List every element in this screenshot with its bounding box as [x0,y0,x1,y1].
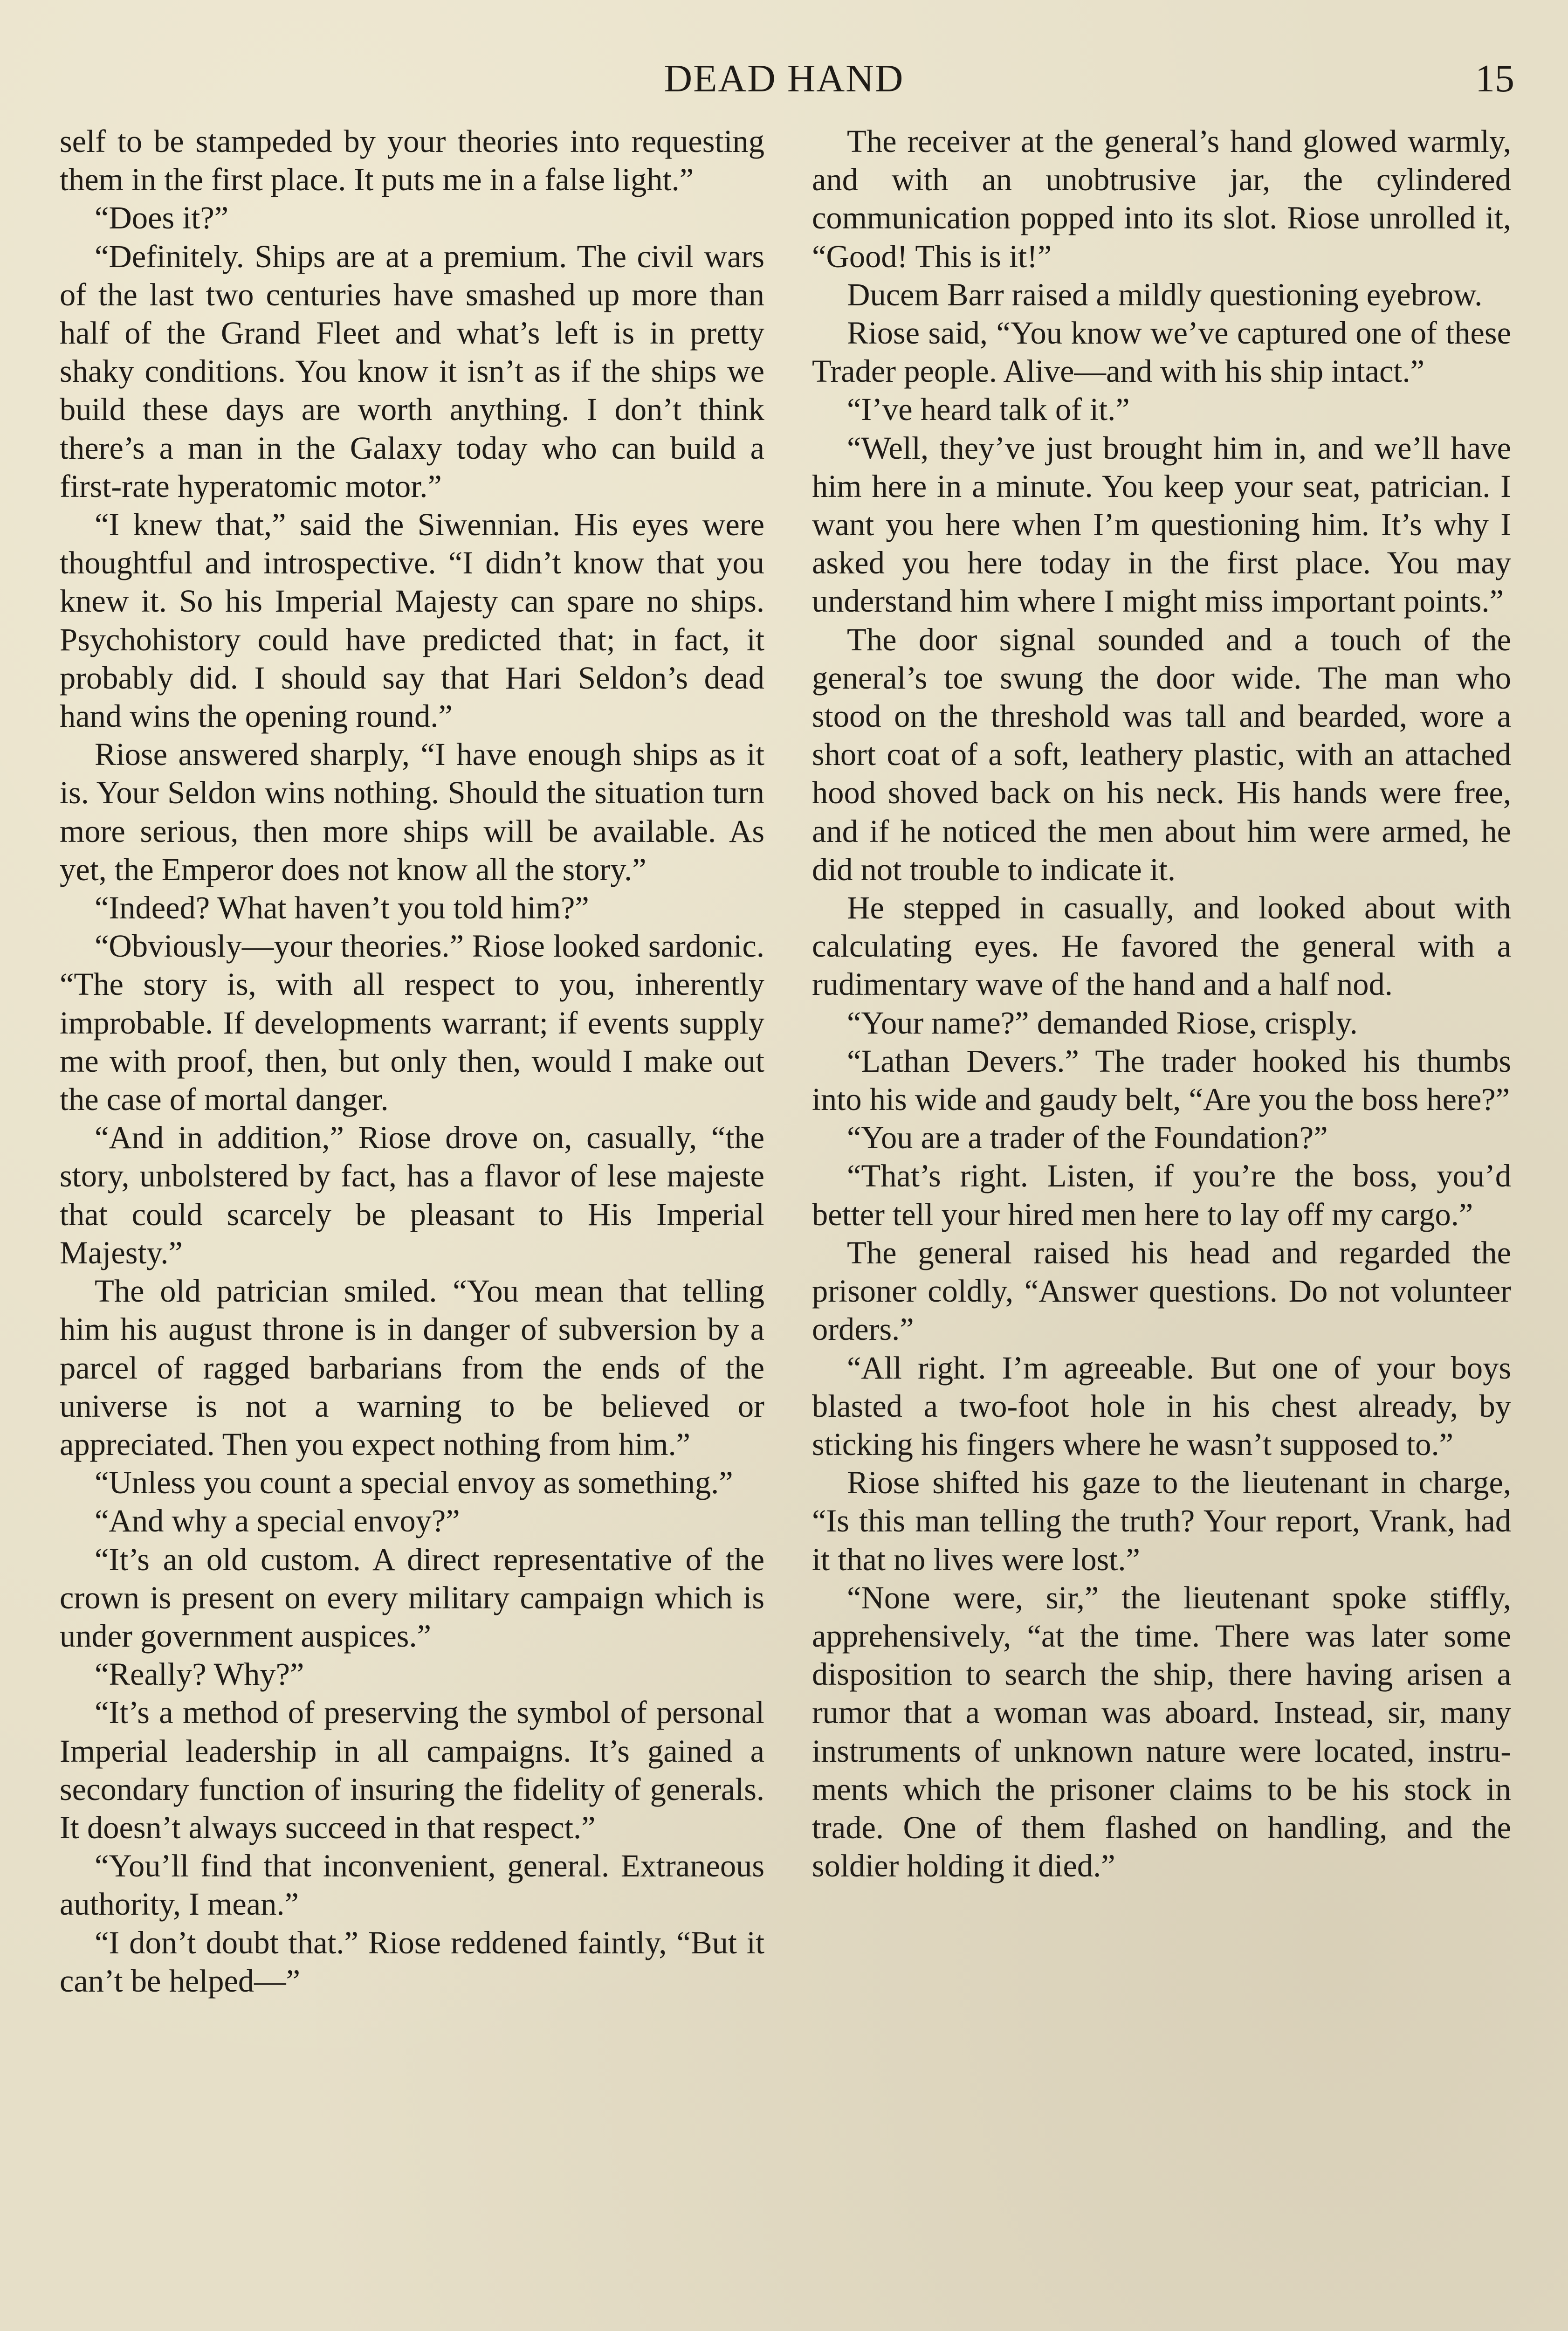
paragraph: “I knew that,” said the Siwennian. His eyes were thoughtful and introspective. “I didn’t know that you knew it. So his Imperial Majesty can spare no ships. Psychohistory could have predicted that; in fact, it probably did. I should say that Hari Seldon’s dead hand wins the opening round.” [60,507,764,734]
paragraph: He stepped in casually, and looked about with calculating eyes. He favored the general with a rudimentary wave of the hand and a half nod. [812,890,1511,1002]
paragraph: “You’ll find that inconvenient, general. Extraneous authority, I mean.” [60,1848,764,1922]
paragraph: “I don’t doubt that.” Riose reddened faintly, “But it can’t be helped—” [60,1924,764,1999]
paragraph: The old patrician smiled. “You mean that telling him his august throne is in danger of subversion by a parcel of ragged barbarians from the ends of the universe is not a warning to be believed or appreciated. Then you expect nothing from him.” [60,1273,764,1462]
paragraph: Ducem Barr raised a mildly questioning eyebrow. [847,276,1483,312]
paragraph: “Your name?” demanded Riose, crisply. [847,1005,1358,1041]
paragraph: Riose shifted his gaze to the lieutenant in charge, “Is this man telling the truth? Your report, Vrank, had it that no lives were lost.” [812,1465,1511,1577]
paragraph: “Lathan Devers.” The trader hooked his thumbs into his wide and gaudy belt, “Are you the boss here?” [812,1043,1511,1117]
paragraph: “And in addition,” Riose drove on, casually, “the story, unbolstered by fact, has a flavor of lese majeste that could scarcely be pleasant to His Imperial Majesty.” [60,1120,764,1270]
paragraph: “Does it?” [95,200,229,236]
paragraph: “Unless you count a special envoy as something.” [95,1465,733,1501]
paragraph: “Indeed? What haven’t you told him?” [95,890,589,926]
paragraph: self to be stampeded by your theories into requesting them in the first place. It puts me in a false light.” [60,124,764,198]
paragraph: “Well, they’ve just brought him in, and we’ll have him here in a minute. You keep your seat, patrician. I want you here when I’m questioning him. It’s why I asked you here today in the first place. You may understand him where I might miss important points.” [812,430,1511,619]
paragraph: “You are a trader of the Foundation?” [847,1120,1328,1156]
paragraph: “I’ve heard talk of it.” [847,392,1130,428]
running-title: DEAD HAND [664,57,904,100]
paragraph: “That’s right. Listen, if you’re the boss, you’d better tell your hired men here to lay off my cargo.” [812,1158,1511,1232]
paragraph: “Really? Why?” [95,1656,304,1692]
paragraph: The receiver at the general’s hand glowed warmly, and with an unobtrusive jar, the cylindered communication popped into its slot. Riose unrolled it, “Good! This is it!” [812,124,1511,274]
paragraph: “None were, sir,” the lieutenant spoke stiffly, apprehensively, “at the time. There was later some disposition to search the ship, there having arisen a rumor that a woman was aboard. Instead, sir, many instruments of unknown nature were located, instruments which the prisoner claims to be his stock in trade. One of them flashed on handling, and the soldier holding it died.” [812,1579,1511,1884]
paragraph: The general raised his head and regarded the prisoner coldly, “Answer questions. Do not volunteer orders.” [812,1234,1511,1347]
left-text-column [60,122,764,2331]
paragraph: Riose said, “You know we’ve captured one of these Trader people. Alive—and with his ship intact.” [812,315,1511,389]
paragraph: “And why a special envoy?” [95,1503,460,1539]
paragraph: “It’s a method of preserving the symbol of personal Imperial leadership in all campaigns. It’s gained a secondary function of insuring the fidelity of generals. It doesn’t always succeed in that respect.” [60,1695,764,1845]
page-number: 15 [1475,57,1514,100]
paragraph: Riose answered sharply, “I have enough ships as it is. Your Seldon wins nothing. Should the situation turn more serious, then more ships will be available. As yet, the Emperor does not know all the story.” [60,737,764,887]
paragraph: “Obviously—your theories.” Riose looked sardonic. “The story is, with all respect to you, inherently improbable. If developments warrant; if events supply me with proof, then, but only then, would I make out the case of mortal danger. [60,928,764,1117]
paragraph: “Definitely. Ships are at a premium. The civil wars of the last two centuries have smashed up more than half of the Grand Fleet and what’s left is in pretty shaky conditions. You know it isn’t as if the ships we build these days are worth anything. I don’t think there’s a man in the Galaxy today who can build a first-rate hyperatomic motor.” [60,238,764,504]
page-header [0,56,1568,107]
paragraph: The door signal sounded and a touch of the general’s toe swung the door wide. The man who stood on the threshold was tall and bearded, wore a short coat of a soft, leathery plastic, with an attached hood shoved back on his neck. His hands were free, and if he noticed the men about him were armed, he did not trouble to indicate it. [812,621,1511,887]
paragraph: “It’s an old custom. A direct representative of the crown is present on every military campaign which is under government auspices.” [60,1541,764,1654]
paragraph: “All right. I’m agreeable. But one of your boys blasted a two-foot hole in his chest already, by sticking his fingers where he wasn’t supposed to.” [812,1350,1511,1462]
right-text-column [812,122,1511,2331]
